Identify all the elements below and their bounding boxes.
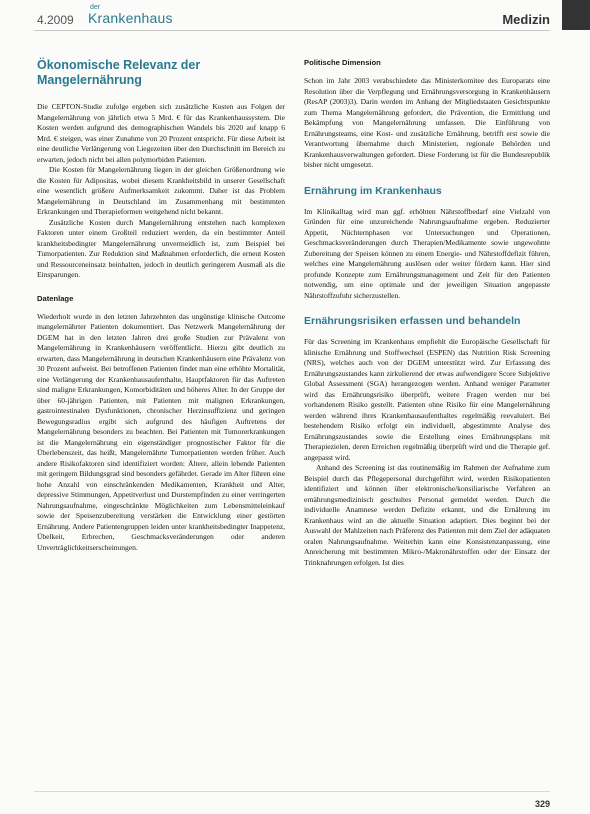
section-title: Medizin bbox=[502, 12, 550, 27]
logo-main-text: Krankenhaus bbox=[88, 10, 173, 26]
section-tab-marker bbox=[562, 0, 590, 30]
paragraph: Die CEPTON-Studie zufolge ergeben sich zusätzliche Kosten aus Folgen der Mangelernährung von jährlich etwa 5 Mrd. € für das Krankenhaussystem. Die Kosten werden aufgrund des demographischen Wandels bis 2020 auf knapp 6 Mrd. € steigen, was einer Zunahme von 20 Prozent entspricht. Für diese Arbeit ist eine deutliche Verlängerung von Liegezeiten über den Durchschnitt im Bereich zu erwarten, jedoch nicht bei allen polymorbiden Patienten. bbox=[37, 102, 285, 164]
subheading-datenlage: Datenlage bbox=[37, 293, 74, 303]
subheading-politische-dimension: Politische Dimension bbox=[304, 58, 381, 67]
paragraph: Zusätzliche Kosten durch Mangelernährung entstehen nach komplexen Faktoren unter einem Großteil reduziert werden, da ein bestimmter Anteil krankheitsbedingter Mangelernährung unvermeidlich ist, zum Beispiel bei Tumorpatienten. Zur Reduktion sind Maßnahmen erforderlich, die erneut Kosten und Ressourceneinsatz beinhalten, jedoch in deutlich geringerem Ausmaß als die Einsparungen. bbox=[37, 217, 285, 279]
right-column bbox=[304, 58, 550, 568]
page-number: 329 bbox=[534, 799, 550, 809]
issue-number: 4.2009 bbox=[37, 13, 74, 27]
heading-ernaehrungsrisiken: Ernährungsrisiken erfassen und behandeln bbox=[304, 315, 521, 327]
article-heading-economic: Ökonomische Relevanz der Mangelernährung bbox=[37, 58, 201, 87]
footer-divider bbox=[34, 791, 550, 792]
journal-logo bbox=[88, 4, 173, 27]
paragraph: Die Kosten für Mangelernährung liegen in der gleichen Größenordnung wie die Kosten für Adipositas, wobei diesem Krankheitsbild in unserer Gesellschaft eine wesentlich größere Aufmerksamkeit zukommt. Daher ist das Problem Mangelernährung in Deutschland im Zusammenhang mit bestimmten Erkrankungen und Therapieformen weitgehend nicht bekannt. bbox=[37, 165, 285, 216]
paragraph: Schon im Jahr 2003 verabschiedete das Ministerkomitee des Europarats eine Resolution über die Verpflegung und Ernährungsversorgung in Krankenhäusern (ResAP (2003)3). Darin werden im Anhang der Mitgliedstaaten Gesichtspunkte zum Thema Mangelernährung gefordert, die Prävention, die Ermittlung und Bekämpfung von Mangelernährung umfassen. Die Einführung von Ernährungsteams, eine Kost- und zusätzliche Ernährung, betrifft erst sowie die Verantwortung übernahme durch Ministerien, regionale Behörden und Krankenhausverwaltungen gefordert. Diese Forderung ist für die Bundesrepublik bisher nicht umgesetzt. bbox=[304, 76, 550, 169]
left-column bbox=[37, 58, 285, 553]
header-divider bbox=[34, 30, 550, 31]
paragraph: Im Klinikalltag wird man ggf. erhöhten Nährstoffbedarf eine Vielzahl von Gründen für eine unzureichende Nahrungsaufnahme ergeben. Reduzierter Appetit, Nüchternphasen vor Untersuchungen und Operationen, Geschmacksveränderungen durch Therapien/Medikamente sowie ungewohnte Zubereitung der Speisen können zu einem Energie- und Nährstoffdefizit führen, welches eine Mangelernährung auslösen oder weiter fördern kann. Hier sind profunde Konzepte zum Ernährungsmanagement und Zeit für den Patienten notwendig, um eine optimale und der jeweiligen Situation angepasste Nährstoffzufuhr sicherzustellen. bbox=[304, 206, 550, 300]
heading-ernaehrung-im-krankenhaus: Ernährung im Krankenhaus bbox=[304, 184, 442, 197]
paragraph: Wiederholt wurde in den letzten Jahrzehnten das ungünstige klinische Outcome mangelernährter Patienten dokumentiert. Das Netzwerk Mangelernährung der DGEM hat in den letzten Jahren drei große Studien zur Prävalenz von Mangelernährung in Krankenhäusern veröffentlicht. Hierzu gibt deutlich zu erwarten, dass Mangelernährung in deutschen Krankenhäusern eine Prävalenz von 30 Prozent aufweist. Bei betroffenen Patienten findet man eine erhöhte Mortalität, eine Verlängerung der Krankenhausaufenthalte, Hauptfaktoren für das Auftreten sind maligne Erkrankungen, Komorbiditäten und höheres Alter. In der Gruppe der über 60-jährigen Patienten, mit Patienten mit malignen Erkrankungen, gastrointestinalen Dysfunktionen, chronischer Herzinsuffizienz und geringen Bewegungsradius ergibt sich aufgrund des häufigen Auftretens der Mangelernährung besonders zu beachten. Bei Patienten mit Tumorerkrankungen ist die Mangelernährung ein eigenständiger prognostischer Faktor für die Überlebenszeit, das heißt, Mangelernährte Tumorpatienten werden früher. Auch andere Risikofaktoren sind identifiziert worden: Ältere, allein lebende Patienten mit geringem Bildungsgrad sind besonders gefährdet. Gerade im Alter führen eine hohe Anzahl von einschränkenden Medikamenten, Krankheit und Alter, depressive Stimmungen, Appetitverlust und Durstempfinden zu einer verringerten Nahrungsaufnahme, eingeschränkte Möglichkeiten zum Lebensmitteleinkauf sowie der Speisenzubereitung verstärken die Entwicklung einer gestörten Ernährung. Andere Patientengruppen leiden unter krankheitsbedingter Inappetenz, Übelkeit, Erbrechen, Geschmacksveränderungen oder anderen Unverträglichkeitserscheinungen. bbox=[37, 311, 285, 552]
logo-small-text: der bbox=[90, 4, 101, 11]
paragraph: Anhand des Screening ist das routinemäßig im Rahmen der Aufnahme zum Beispiel durch das Pflegepersonal durchgeführt wird, werden Risikopatienten identifiziert und können über elektronische/konsiliarische Verfahren an ernährungsmedizinisch geschultes Personal gemeldet werden. Durch die individuelle Anamnese werden Defizite erkannt, und die Ernährung im Krankenhaus wird an die aktuelle Situation adaptiert. Dies beginnt bei der Auswahl der Mahlzeiten nach Präferenz des Patienten mit dem Ziel der adäquaten oralen Nahrungsaufnahme. Weiterhin kann eine Konsistenzanpassung, eine Anreicherung mit bestimmten Mikro-/Makronährstoffen oder der Einsatz der Trinknahrungen erfolgen. Ist dies bbox=[304, 463, 550, 567]
paragraph: Für das Screening im Krankenhaus empfiehlt die Europäische Gesellschaft für klinische Ernährung und Stoffwechsel (ESPEN) das Nutrition Risk Screening (NRS), welches auch von der DGEM unterstützt wird. Zur Erfassung des Ernährungszustandes kann zirkulierend der etwas aufwendigere Score Subjektive Global Assessment (SGA) herangezogen werden. Anhand weniger Parameter wird das Ernährungsrisiko überprüft, weitere Fragen werden nur bei vorhandenem Risiko gestellt. Patienten ohne Risiko für eine Mangelernährung werden während ihres Krankenhausaufenthaltes regelmäßig reevaluiert. Bei bestehendem Risiko erfolgt ein individuell, abgestimmte Analyse des Ernährungszustandes sowie die Erstellung eines Ernährungsplans mit Therapiezielen, deren Erreichen regelmäßig überprüft wird und die Therapie gef. angepasst wird. bbox=[304, 337, 550, 462]
